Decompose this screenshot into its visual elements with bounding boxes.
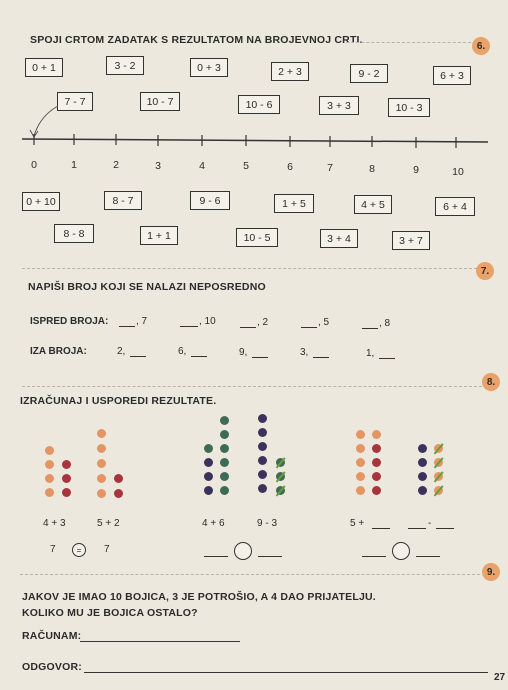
- after-item: 6,: [178, 346, 187, 357]
- before-label: ISPRED BROJA:: [30, 316, 109, 327]
- expr: 4 + 6: [202, 518, 225, 529]
- dot: [372, 430, 381, 439]
- task-box[interactable]: 3 + 7: [392, 231, 430, 250]
- task-box[interactable]: 6 + 4: [435, 197, 475, 216]
- task8-instruction: IZRAČUNAJ I USPOREDI REZULTATE.: [20, 395, 217, 407]
- after-item: 3,: [300, 347, 309, 358]
- task-box[interactable]: 0 + 1: [25, 58, 63, 77]
- answer-blank[interactable]: [130, 356, 146, 357]
- number-line: [20, 130, 490, 150]
- task-box[interactable]: 3 + 3: [319, 96, 359, 115]
- answer-blank[interactable]: [362, 328, 378, 329]
- dot: [114, 489, 123, 498]
- crossed-dot: [434, 458, 443, 467]
- dot: [418, 444, 427, 453]
- task8-number-badge: 8.: [482, 373, 500, 391]
- crossed-dot: [276, 472, 285, 481]
- dot: [356, 472, 365, 481]
- dot: [356, 458, 365, 467]
- dot: [114, 474, 123, 483]
- calc-line[interactable]: [80, 641, 240, 642]
- crossed-dot: [434, 444, 443, 453]
- dot: [418, 458, 427, 467]
- task-box[interactable]: 2 + 3: [271, 62, 309, 81]
- after-label: IZA BROJA:: [30, 346, 87, 357]
- answer-blank[interactable]: [436, 528, 454, 529]
- dot: [45, 446, 54, 455]
- compare-circle[interactable]: [234, 542, 252, 560]
- dot: [372, 472, 381, 481]
- dot: [356, 486, 365, 495]
- dot: [220, 444, 229, 453]
- task-box[interactable]: 9 - 2: [350, 64, 388, 83]
- answer-blank[interactable]: [416, 556, 440, 557]
- separator: [346, 42, 471, 43]
- answer-blank[interactable]: [408, 528, 426, 529]
- answer-label: ODGOVOR:: [22, 661, 82, 673]
- crossed-dot: [434, 472, 443, 481]
- task-box[interactable]: 8 - 7: [104, 191, 142, 210]
- dot: [220, 416, 229, 425]
- task-box[interactable]: 7 - 7: [57, 92, 93, 111]
- task6-number-badge: 6.: [472, 37, 490, 55]
- separator: [22, 386, 482, 387]
- dot: [62, 474, 71, 483]
- task-box[interactable]: 1 + 1: [140, 226, 178, 245]
- tick-label: 1: [71, 159, 77, 171]
- calc-label: RAČUNAM:: [22, 630, 82, 642]
- dot: [418, 486, 427, 495]
- tick-label: 6: [287, 161, 293, 173]
- task-box[interactable]: 10 - 6: [238, 95, 280, 114]
- result-value: 7: [50, 544, 56, 555]
- dot: [97, 429, 106, 438]
- dot: [220, 486, 229, 495]
- task-box[interactable]: 1 + 5: [274, 194, 314, 213]
- dot: [62, 488, 71, 497]
- task-box[interactable]: 10 - 5: [236, 228, 278, 247]
- task-box[interactable]: 9 - 6: [190, 191, 230, 210]
- dot: [97, 444, 106, 453]
- crossed-dot: [276, 458, 285, 467]
- dot: [356, 444, 365, 453]
- answer-blank[interactable]: [204, 556, 228, 557]
- tick-label: 5: [243, 160, 249, 172]
- task9-number-badge: 9.: [482, 563, 500, 581]
- answer-blank[interactable]: [379, 358, 395, 359]
- dot: [62, 460, 71, 469]
- expr: 5 + 2: [97, 518, 120, 529]
- tick-label: 9: [413, 164, 419, 176]
- expr: -: [428, 518, 432, 529]
- tick-label: 2: [113, 159, 119, 171]
- answer-blank[interactable]: [372, 528, 390, 529]
- expr: 9 - 3: [257, 518, 278, 529]
- page-number: 27: [494, 672, 506, 683]
- dot: [258, 442, 267, 451]
- dot: [258, 470, 267, 479]
- dot: [258, 484, 267, 493]
- answer-blank[interactable]: [258, 556, 282, 557]
- dot: [45, 488, 54, 497]
- dot: [372, 444, 381, 453]
- dot: [258, 414, 267, 423]
- expr: 4 + 3: [43, 518, 66, 529]
- task-box[interactable]: 10 - 3: [388, 98, 430, 117]
- task-box[interactable]: 10 - 7: [140, 92, 180, 111]
- task-box[interactable]: 4 + 5: [354, 195, 392, 214]
- dot: [220, 430, 229, 439]
- answer-blank[interactable]: [119, 326, 135, 327]
- answer-line[interactable]: [84, 672, 488, 673]
- dot: [204, 486, 213, 495]
- dot: [45, 474, 54, 483]
- task-box[interactable]: 0 + 3: [190, 58, 228, 77]
- dot: [220, 472, 229, 481]
- task6-instruction: SPOJI CRTOM ZADATAK S REZULTATOM NA BROJEVNOJ CRTI.: [30, 34, 363, 46]
- task-box[interactable]: 0 + 10: [22, 192, 60, 211]
- compare-circle[interactable]: =: [72, 543, 86, 557]
- task7-instruction: NAPIŠI BROJ KOJI SE NALAZI NEPOSREDNO: [28, 281, 266, 293]
- dot: [258, 428, 267, 437]
- before-item: , 7: [136, 316, 148, 327]
- dot: [97, 474, 106, 483]
- dot: [418, 472, 427, 481]
- dot: [45, 460, 54, 469]
- task7-number-badge: 7.: [476, 262, 494, 280]
- tick-label: 10: [452, 166, 464, 178]
- answer-blank[interactable]: [252, 357, 268, 358]
- answer-blank[interactable]: [191, 356, 207, 357]
- dot: [204, 444, 213, 453]
- dot: [220, 458, 229, 467]
- answer-blank[interactable]: [362, 556, 386, 557]
- dot: [258, 456, 267, 465]
- answer-blank[interactable]: [313, 357, 329, 358]
- task9-line2: KOLIKO MU JE BOJICA OSTALO?: [22, 607, 198, 619]
- tick-label: 8: [369, 163, 375, 175]
- result-value: 7: [104, 544, 110, 555]
- tick-label: 7: [327, 162, 333, 174]
- dot: [356, 430, 365, 439]
- task-box[interactable]: 3 - 2: [106, 56, 144, 75]
- dot: [372, 458, 381, 467]
- task-box[interactable]: 3 + 4: [320, 229, 358, 248]
- dot: [204, 458, 213, 467]
- dot: [97, 459, 106, 468]
- answer-blank[interactable]: [180, 326, 198, 327]
- before-item: , 8: [379, 318, 391, 329]
- crossed-dot: [434, 486, 443, 495]
- dot: [204, 472, 213, 481]
- tick-label: 3: [155, 160, 161, 172]
- expr: 5 +: [350, 518, 365, 529]
- after-item: 1,: [366, 348, 375, 359]
- answer-blank[interactable]: [240, 327, 256, 328]
- dot: [97, 489, 106, 498]
- after-item: 9,: [239, 347, 248, 358]
- before-item: , 2: [257, 317, 269, 328]
- task-box[interactable]: 8 - 8: [54, 224, 94, 243]
- after-item: 2,: [117, 346, 126, 357]
- task9-line1: JAKOV JE IMAO 10 BOJICA, 3 JE POTROŠIO, A 4 DAO PRIJATELJU.: [22, 591, 376, 603]
- task-box[interactable]: 6 + 3: [433, 66, 471, 85]
- separator: [22, 268, 477, 269]
- compare-circle[interactable]: [392, 542, 410, 560]
- answer-blank[interactable]: [301, 327, 317, 328]
- crossed-dot: [276, 486, 285, 495]
- tick-label: 0: [31, 159, 37, 171]
- separator: [20, 574, 480, 575]
- dot: [372, 486, 381, 495]
- before-item: , 10: [199, 316, 216, 327]
- before-item: , 5: [318, 317, 330, 328]
- tick-label: 4: [199, 160, 205, 172]
